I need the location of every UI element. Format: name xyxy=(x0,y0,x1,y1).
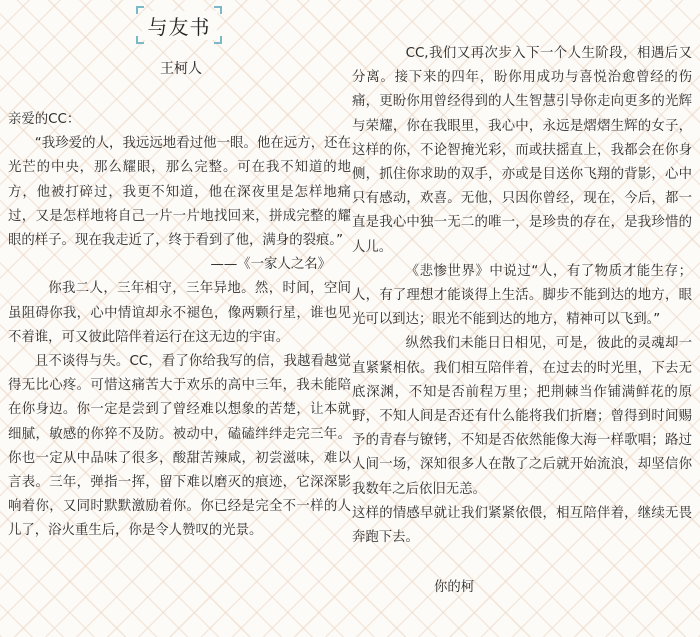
book-quote-paragraph: 《悲惨世界》中说过“人，有了物质才能生存；人，有了理想才能谈得上生活。脚步不能到达的地方，眼光可以到达；眼光不能到达的地方，精神可以飞到。” xyxy=(352,263,692,328)
body-paragraph: CC,我们又再次步入下一个人生阶段，相遇后又分离。接下来的四年，盼你用成功与喜悦治愈曾经的伤痛，更盼你用曾经得到的人生智慧引导你走向更多的光辉与荣耀，你在我眼里，我心中，永远是熠熠生辉的女子，这样的你，不论智掩光彩，而或扶摇直上，我都会在你身侧，抓住你求助的双手，亦或是目送你飞翔的背影，心中只有感动，欢喜。无他，只因你曾经，现在，今后，都一直是我心中独一无二的唯一，是珍贵的存在，是我珍惜的人儿。 xyxy=(352,46,692,255)
title-frame xyxy=(136,6,222,44)
frame-corner xyxy=(136,36,144,44)
quote-attribution: ——《一家人之名》 xyxy=(210,257,331,273)
frame-corner xyxy=(214,6,222,14)
frame-corner xyxy=(214,36,222,44)
frame-corner xyxy=(136,6,144,14)
body-paragraph: 这样的情感早就让我们紧紧依偎，相互陪伴着，继续无畏奔跑下去。 xyxy=(352,505,692,546)
body-paragraph: 纵然我们未能日日相见，可是，彼此的灵魂却一直紧紧相依。我们相互陪伴着，在过去的时光里，下去无底深渊，不知是否前程万里；把荆棘当作铺满鲜花的原野，不知人间是否还有什么能将我们折磨；曾得到时间赐予的青春与镣铐，不知是否依然能像大海一样歌唱；路过人间一场，深知很多人在散了之后就开始流浪，却坚信你我数年之后依旧无恙。 xyxy=(352,336,692,497)
right-column xyxy=(352,42,692,600)
body-paragraph: 你我二人，三年相守，三年异地。然，时间，空间虽阻碍你我，心中情谊却永不褪色，像两颗行星，谁也见不着谁，可又彼此陪伴着运行在这无边的宇宙。 xyxy=(8,281,351,345)
left-column xyxy=(8,108,351,544)
signature: 你的柯 xyxy=(434,580,475,596)
author-name: 王柯人 xyxy=(160,61,202,77)
greeting: 亲爱的CC： xyxy=(8,112,81,127)
document-title: 与友书 xyxy=(142,11,217,40)
quote-paragraph: “我珍爱的人，我远远地看过他一眼。他在远方，还在光芒的中央，那么耀眼，那么完整。可在我不知道的地方，他被打碎过，我更不知道，他在深夜里是怎样地痛过，又是怎样地将自己一片一片地找回来，拼成完整的耀眼的样子。现在我走近了，终于看到了他，满身的裂痕。” xyxy=(8,136,351,249)
body-paragraph: 且不谈得与失。CC，看了你给我写的信，我越看越觉得无比心疼。可惜这痛苦大于欢乐的高中三年，我未能陪在你身边。你一定是尝到了曾经难以想象的苦楚，让本就细腻，敏感的你猝不及防。被动中，磕磕绊绊走完三年。你也一定从中品味了很多，酸甜苦辣咸，初尝滋味，难以言表。三年，弹指一挥，留下难以磨灭的痕迹，它深深影响着你，又同时默默激励着你。你已经是完全不一样的人儿了，浴火重生后，你是令人赞叹的光景。 xyxy=(8,354,351,539)
